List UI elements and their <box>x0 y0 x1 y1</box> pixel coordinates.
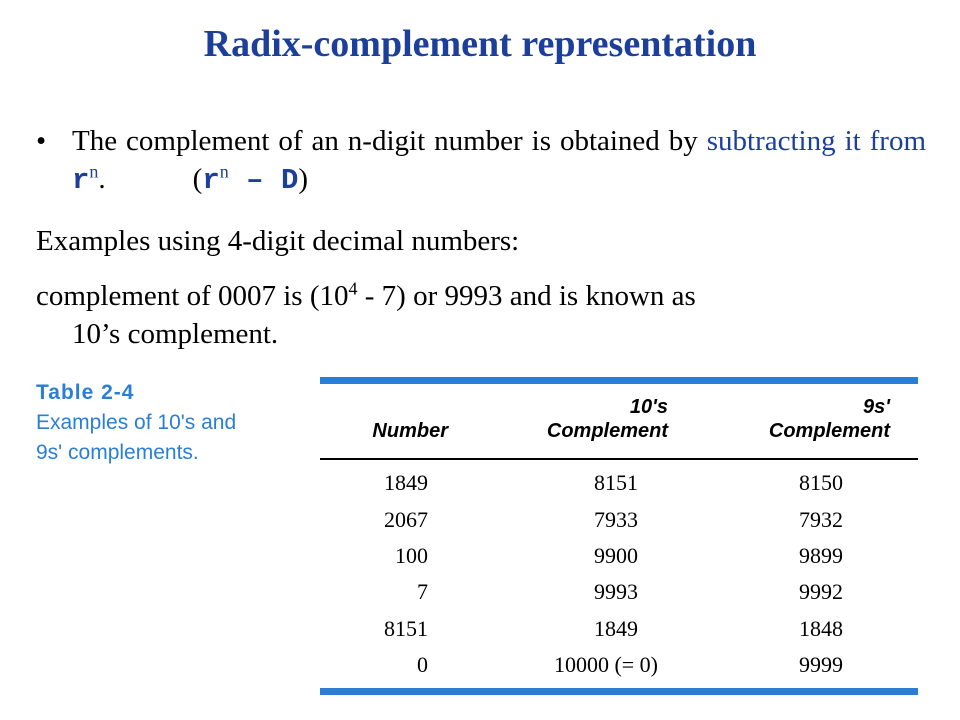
cell-10s: 7933 <box>594 507 638 532</box>
complements-table <box>320 377 918 695</box>
formula-n: n <box>219 161 229 182</box>
cell-10s: 9993 <box>594 579 638 604</box>
example-part-1: complement of 0007 is (10 <box>36 280 349 312</box>
header-9s-line1: 9s' <box>862 396 890 418</box>
cell-number: 8151 <box>384 616 428 641</box>
cell-9s: 9992 <box>799 579 843 604</box>
cell-number: 100 <box>395 543 428 568</box>
example-continuation: 10’s complement. <box>72 318 279 350</box>
example-line <box>36 277 926 353</box>
bullet-period: . <box>98 163 106 195</box>
formula-open: ( <box>192 163 203 195</box>
example-part-2: - 7) or 9993 and is known as <box>357 280 696 312</box>
caption-line-2: 9s' complements. <box>36 441 199 464</box>
cell-9s: 1848 <box>799 616 843 641</box>
table-bottom-rule <box>320 688 918 695</box>
bullet-text <box>72 122 926 200</box>
cell-number: 2067 <box>384 507 428 532</box>
header-9s-line2: Complement <box>768 420 890 442</box>
formula-r: r <box>202 164 220 197</box>
cell-number: 7 <box>417 579 428 604</box>
cell-10s: 9900 <box>594 543 638 568</box>
table-header-rule <box>320 458 918 460</box>
example-exponent: 4 <box>348 278 358 299</box>
header-10s-line1: 10's <box>629 396 668 418</box>
cell-10s: 1849 <box>594 616 638 641</box>
formula-close: ) <box>298 163 309 195</box>
radix-exponent: n <box>89 161 99 182</box>
table-caption <box>36 378 306 468</box>
bullet-definition <box>36 122 926 200</box>
caption-line-1: Examples of 10's and <box>36 411 237 434</box>
radix-symbol: r <box>72 164 90 197</box>
formula-rest: – D <box>228 164 299 197</box>
cell-9s: 9999 <box>799 652 843 677</box>
bullet-text-2: subtracting it from <box>706 125 927 157</box>
caption-title: Table 2-4 <box>36 381 135 404</box>
header-10s-line2: Complement <box>546 420 668 442</box>
table-top-rule <box>320 377 918 384</box>
bullet-text-1: The complement of an n-digit number is obtained by <box>72 125 698 157</box>
examples-intro: Examples using 4-digit decimal numbers: <box>36 225 520 257</box>
cell-9s: 9899 <box>799 543 843 568</box>
cell-9s: 7932 <box>799 507 843 532</box>
page-title: Radix-complement representation <box>203 23 757 65</box>
bullet-marker: • <box>36 125 47 157</box>
header-number: Number <box>372 420 448 442</box>
cell-10s: 10000 (= 0) <box>553 652 658 677</box>
cell-9s: 8150 <box>799 470 843 495</box>
cell-number: 1849 <box>384 470 428 495</box>
cell-10s: 8151 <box>594 470 638 495</box>
cell-number: 0 <box>417 652 428 677</box>
